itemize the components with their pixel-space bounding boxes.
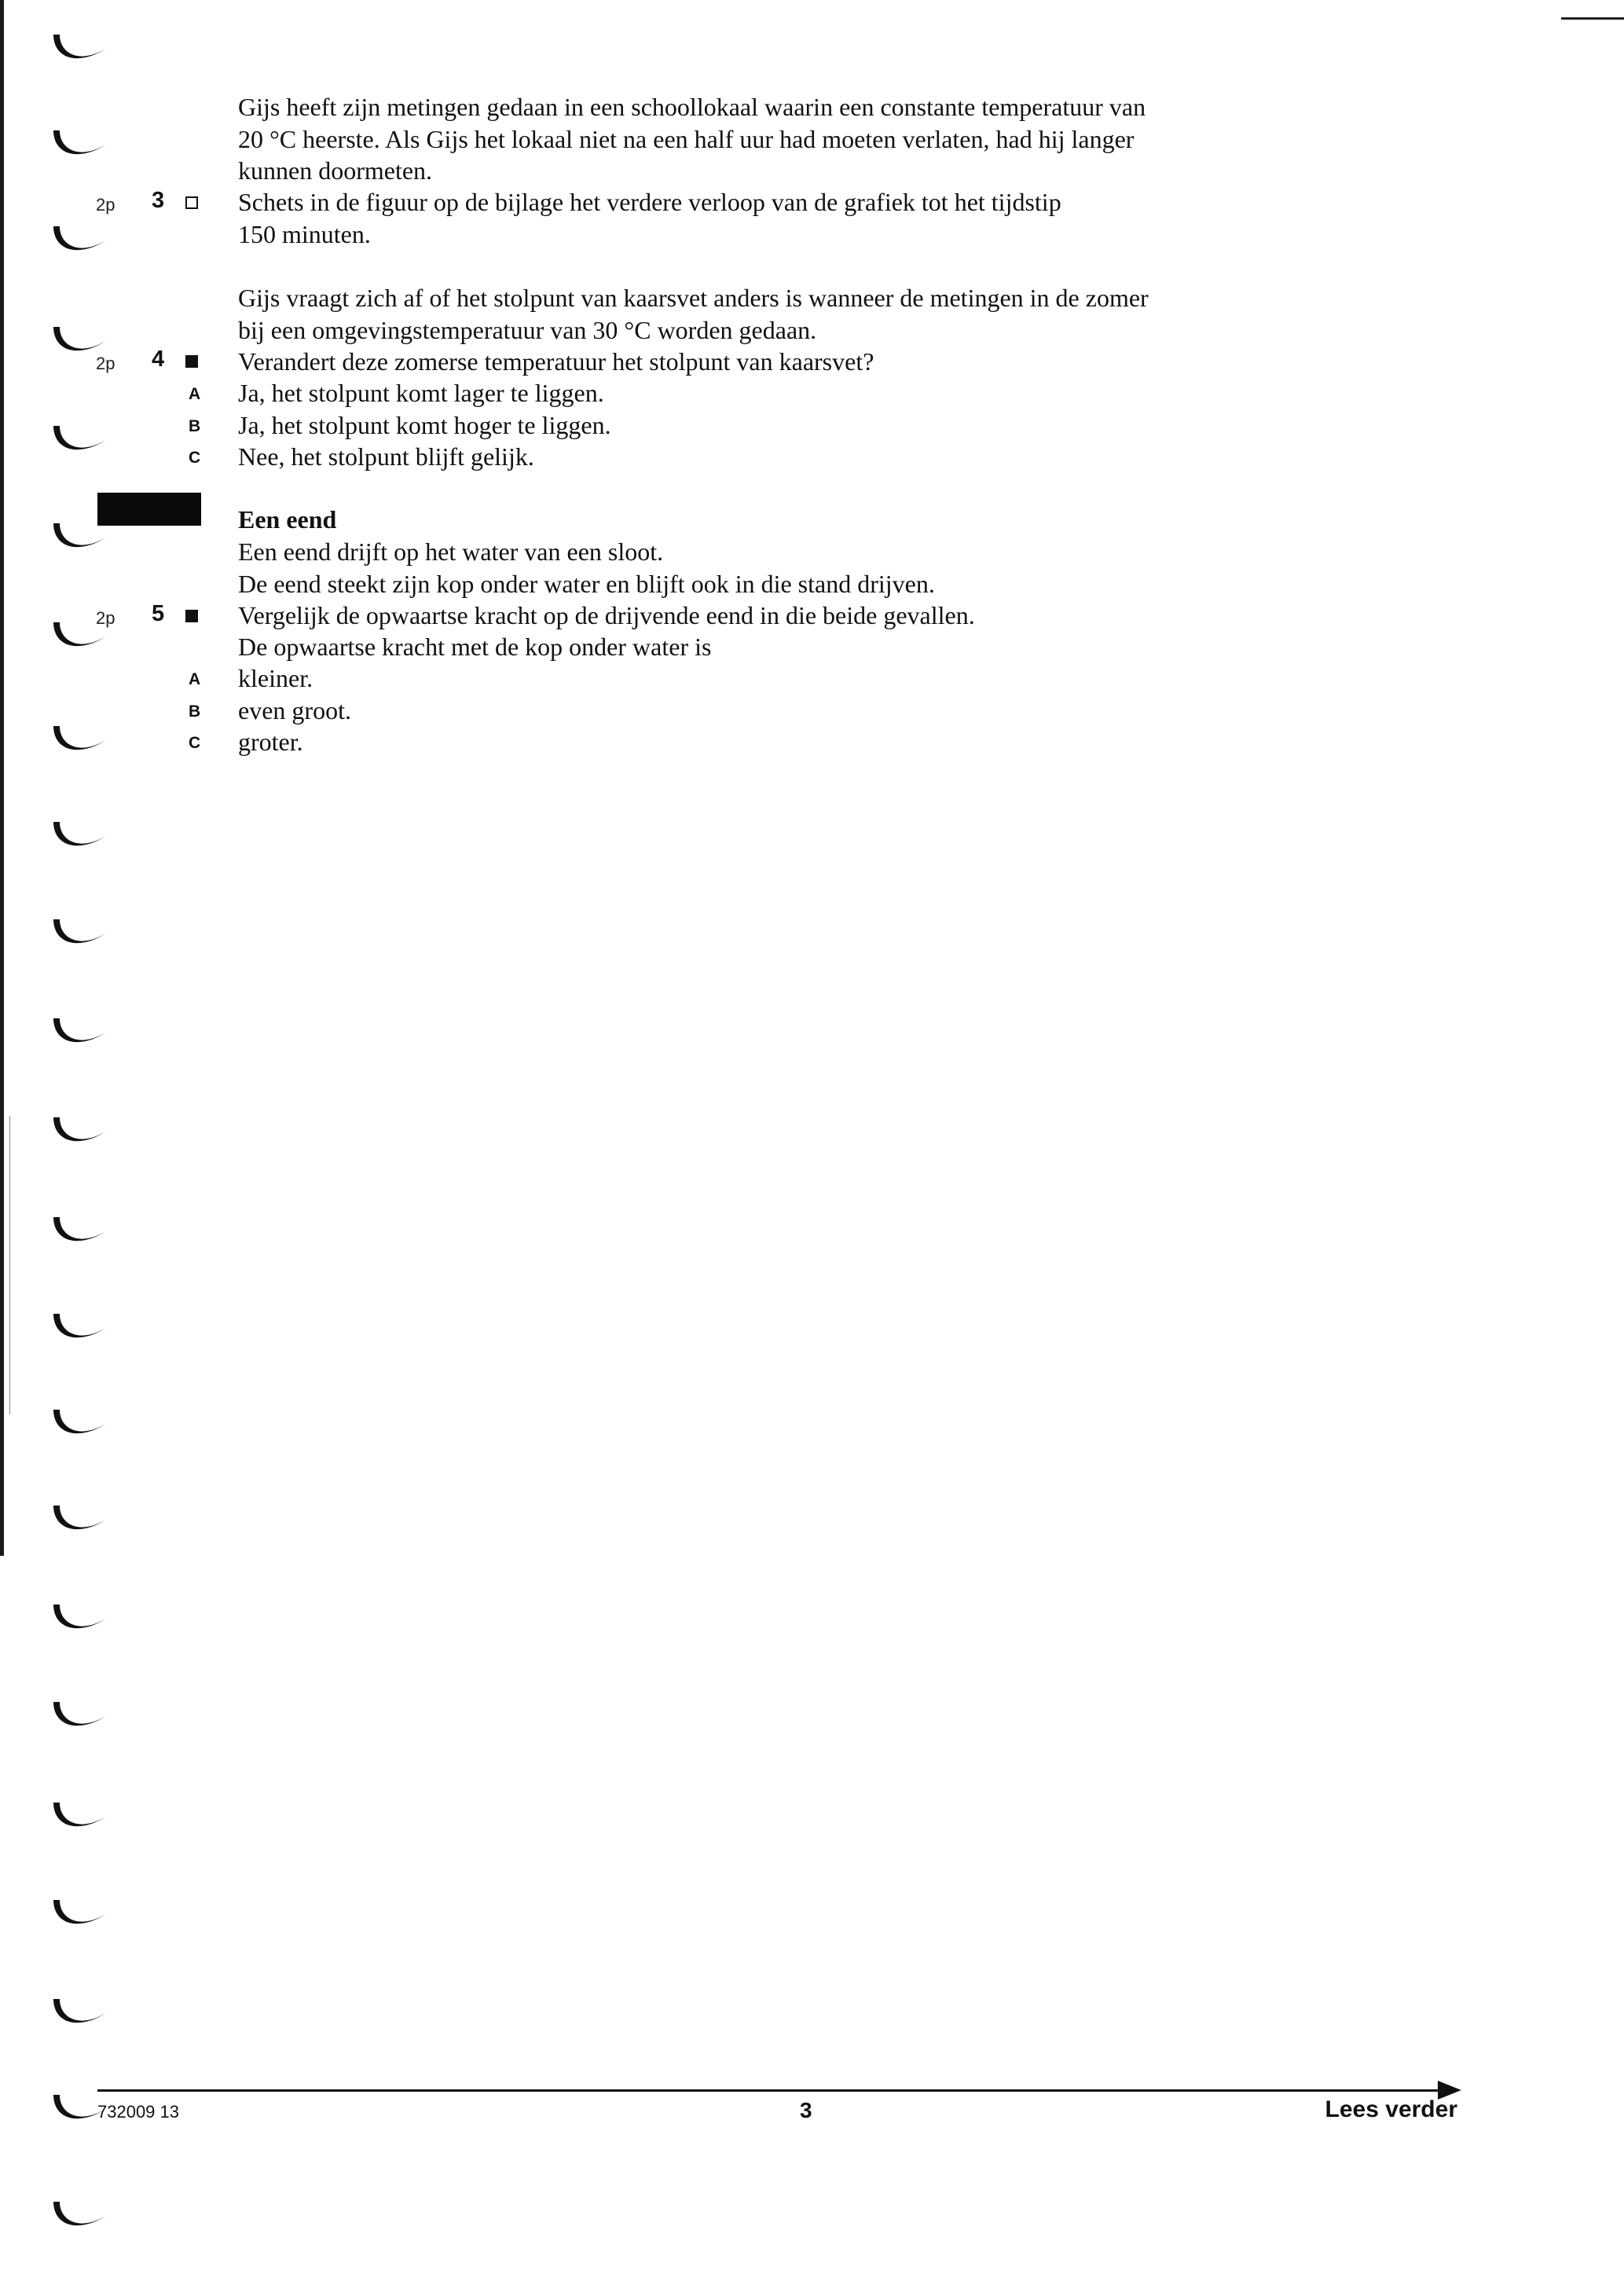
- question-intro-text: Een eend drijft op het water van een sloot. De eend steekt zijn kop onder water en blijft ook in die stand drijven.: [238, 537, 935, 598]
- section-heading-block: [238, 504, 1354, 536]
- binder-ring-icon: [49, 1214, 108, 1247]
- option-letter: C: [189, 734, 201, 752]
- binder-ring-icon: [49, 423, 108, 456]
- option-letter: A: [189, 385, 201, 403]
- binder-ring-icon: [49, 723, 108, 756]
- binder-ring-icon: [49, 31, 108, 64]
- multiple-choice-box-icon: [185, 610, 198, 622]
- option-text-block: [238, 441, 1354, 473]
- option-letter: A: [189, 670, 201, 688]
- option-text: groter.: [238, 728, 303, 756]
- option-text: even groot.: [238, 696, 351, 724]
- intro-paragraph: [238, 91, 1354, 187]
- binder-ring-icon: [49, 1996, 108, 2029]
- open-question-box-icon: [185, 196, 198, 209]
- binder-ring-icon: [49, 1502, 108, 1535]
- option-text: Nee, het stolpunt blijft gelijk.: [238, 442, 534, 471]
- question-4-intro: [238, 282, 1354, 346]
- question-text: Schets in de figuur op de bijlage het verdere verloop van de grafiek tot het tijdstip 150 minuten.: [238, 188, 1061, 248]
- points-label: 2p: [96, 608, 115, 628]
- binder-ring-icon: [49, 2199, 108, 2232]
- option-text-block: [238, 662, 1354, 695]
- binder-ring-icon: [49, 127, 108, 160]
- points-label: 2p: [96, 195, 115, 215]
- question-number: 4: [152, 347, 165, 372]
- option-text-block: [238, 726, 1354, 758]
- binder-ring-icon: [49, 1601, 108, 1634]
- question-number: 5: [152, 601, 165, 626]
- question-intro-text: Gijs vraagt zich af of het stolpunt van kaarsvet anders is wanneer de metingen in de zomer bij een omgevingstemperatuur van 30 °C worden gedaan.: [238, 284, 1149, 344]
- binder-ring-icon: [49, 324, 108, 357]
- option-text-block: [238, 377, 1354, 409]
- question-5-intro: [238, 536, 1354, 600]
- question-5-text: [238, 600, 1354, 632]
- exam-code: 732009 13: [97, 2102, 179, 2122]
- question-text: Verandert deze zomerse temperatuur het stolpunt van kaarsvet?: [238, 347, 874, 376]
- binder-ring-icon: [49, 1015, 108, 1048]
- continue-label: Lees verder: [1325, 2096, 1457, 2122]
- binder-ring-icon: [49, 223, 108, 256]
- binder-ring-icon: [49, 1699, 108, 1732]
- option-text-block: [238, 409, 1354, 442]
- question-5-stem: [238, 631, 1354, 663]
- paragraph-text: Gijs heeft zijn metingen gedaan in een schoollokaal waarin een constante temperatuur van 20 °C heerste. Als Gijs het lokaal niet na een half uur had moeten verlaten, had hij langer kunnen doormeten.: [238, 93, 1146, 185]
- option-letter: B: [189, 702, 201, 721]
- question-number: 3: [152, 188, 165, 213]
- question-4-text: [238, 346, 1354, 378]
- footer-rule: [97, 2089, 1449, 2092]
- binder-ring-icon: [49, 819, 108, 852]
- option-text-block: [238, 695, 1354, 727]
- points-label: 2p: [96, 354, 115, 373]
- binder-ring-icon: [49, 1407, 108, 1440]
- binder-ring-icon: [49, 916, 108, 949]
- binder-ring-icon: [49, 1897, 108, 1930]
- binder-ring-icon: [49, 1799, 108, 1832]
- option-letter: B: [189, 417, 201, 435]
- corner-mark: [1561, 17, 1624, 20]
- redaction-bar: [97, 493, 201, 526]
- binding-edge: [0, 0, 4, 1556]
- binder-ring-icon: [49, 1311, 108, 1344]
- question-text: Vergelijk de opwaartse kracht op de drijvende eend in die beide gevallen.: [238, 601, 975, 629]
- question-3-text: [238, 186, 1354, 250]
- page-number: 3: [800, 2098, 812, 2122]
- option-letter: C: [189, 449, 201, 467]
- option-text: Ja, het stolpunt komt hoger te liggen.: [238, 411, 611, 439]
- multiple-choice-box-icon: [185, 355, 198, 368]
- option-text: Ja, het stolpunt komt lager te liggen.: [238, 379, 604, 407]
- binding-edge-faint: [9, 1116, 10, 1414]
- section-heading: Een eend: [238, 505, 337, 534]
- question-stem: De opwaartse kracht met de kop onder water is: [238, 633, 712, 661]
- option-text: kleiner.: [238, 664, 313, 692]
- binder-ring-icon: [49, 1114, 108, 1147]
